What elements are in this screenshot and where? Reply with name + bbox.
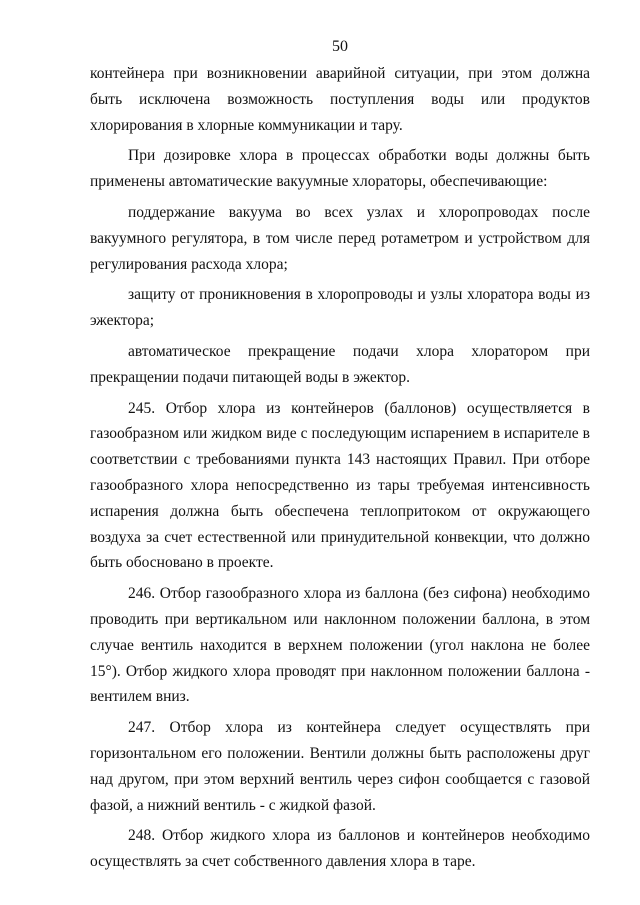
paragraph-automatic-stop: автоматическое прекращение подачи хлора хлоратором при прекращении подачи питающей воды в эжектор. (90, 342, 590, 386)
paragraph-chlorine-dosing: При дозировке хлора в процессах обработки воды должны быть применены автоматические вакуумные хлораторы, обеспечивающие: (90, 147, 590, 191)
paragraph-vacuum-maintenance: поддержание вакуума во всех узлах и хлоропроводах после вакуумного регулятора, в том числе перед ротаметром и устройством для регулирования расхода хлора; (90, 203, 590, 273)
paragraph-item-245: 245. Отбор хлора из контейнеров (баллонов) осуществляется в газообразном или жидком виде с последующим испарением в испарителе в соответствии с требованиями пункта 143 настоящих Правил. При отборе газообразного хлора непосредственно из тары требуемая интенсивность испарения должна быть обеспечена теплопритоком от окружающего воздуха за счет естественной или принудительной конвекции, что должно быть обосновано в проекте. (90, 399, 590, 572)
paragraph-item-246: 246. Отбор газообразного хлора из баллона (без сифона) необходимо проводить при вертикальном или наклонном положении баллона, в этом случае вентиль находится в верхнем положении (угол наклона не более 15°). Отбор жидкого хлора проводят при наклонном положении баллона - вентилем вниз. (90, 585, 590, 706)
paragraph-continuation: контейнера при возникновении аварийной ситуации, при этом должна быть исключена возможность поступления воды или продуктов хлорирования в хлорные коммуникации и тару. (90, 65, 590, 134)
paragraph-ejector-protection: защиту от проникновения в хлоропроводы и узлы хлоратора воды из эжектора; (90, 286, 590, 330)
paragraph-item-247: 247. Отбор хлора из контейнера следует осуществлять при горизонтальном его положении. Вентили должны быть расположены друг над другом, при этом верхний вентиль через сифон сообщается с газовой фазой, а нижний вентиль - с жидкой фазой. (90, 719, 590, 814)
page-number: 50 (332, 38, 348, 55)
paragraph-item-248: 248. Отбор жидкого хлора из баллонов и контейнеров необходимо осуществлять за счет собственного давления хлора в таре. (90, 827, 590, 871)
